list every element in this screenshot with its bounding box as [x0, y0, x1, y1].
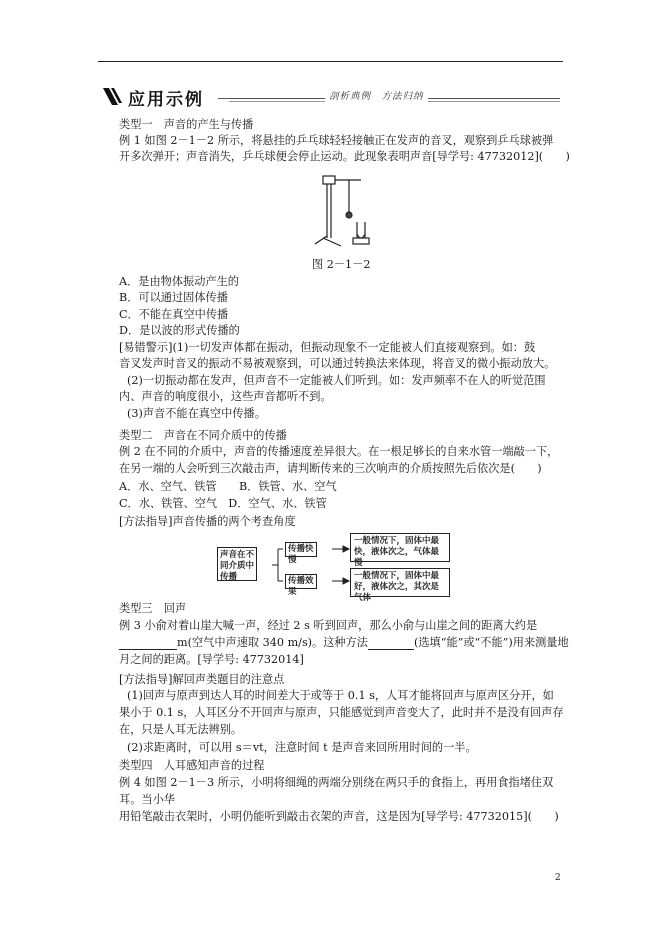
section-title: 应用示例 — [128, 90, 204, 110]
diagram-branch-speed: 传播快慢 — [285, 542, 317, 557]
warning-line5: (3)声音不能在真空中传播。 — [127, 407, 266, 420]
section-subtitle: 剖析典例 方法归纳 — [325, 88, 428, 102]
echo-note-line3: 在，只是人耳无法辨别。 — [119, 723, 243, 736]
answer-blank-distance[interactable] — [119, 638, 177, 650]
echo-note-line1: (1)回声与原声到达人耳的时间差大于或等于 0.1 s，人耳才能将回声与原声区分开，如 — [127, 689, 554, 702]
warning-line2: 音叉发声时音叉的振动不易被观察到，可以通过转换法来体现，将音叉的微小振动放大。 — [119, 357, 556, 370]
example2-options-ab: A．水、空气、铁管 B．铁管、水、空气 — [119, 480, 337, 493]
method-guide-2: [方法指导]解回声类题目的注意点 — [119, 673, 285, 686]
type4-heading: 类型四 人耳感知声音的过程 — [119, 759, 265, 772]
echo-note-line4: (2)求距离时，可以用 s＝vt，注意时间 t 是声音来回所用时间的一半。 — [127, 741, 477, 754]
type1-heading: 类型一 声音的产生与传播 — [119, 118, 254, 131]
diagram-leaf-speed: 一般情况下，固体中最快，液体次之，气体最慢 — [350, 533, 450, 562]
tuning-fork-figure — [305, 172, 385, 250]
warning-line4: 内、声音的响度很小，这些声音都听不到。 — [119, 390, 332, 403]
type2-heading: 类型二 声音在不同介质中的传播 — [119, 429, 287, 442]
example4-line1: 例 4 如图 2－1－3 所示，小明将细绳的两端分别绕在两只手的食指上，再用食指堵住双 — [119, 776, 554, 789]
warning-line1: [易错警示](1)一切发声体都在振动，但振动现象不一定能被人们直接观察到。如：鼓 — [119, 341, 536, 354]
diagram-branch-effect: 传播效果 — [285, 574, 317, 589]
figure-caption: 图 2－1－2 — [312, 258, 371, 271]
option-c: C．不能在真空中传播 — [119, 308, 229, 321]
example2-options-cd: C．水、铁管、空气 D．空气、水、铁管 — [119, 497, 327, 510]
section-header — [101, 84, 561, 110]
answer-blank-can[interactable] — [368, 638, 414, 650]
example2-line2: 在另一端的人会听到三次敲击声，请判断传来的三次响声的介质按照先后依次是( ) — [119, 462, 542, 475]
example4-line2: 耳。当小华 — [119, 793, 175, 806]
example4-line3: 用铅笔敲击衣架时，小明仍能听到敲击衣架的声音，这是因为[导学号: 47732015]( ) — [119, 810, 559, 823]
example1-line1: 例 1 如图 2－1－2 所示，将悬挂的乒乓球轻轻接触正在发声的音叉，观察到乒乓球被弹 — [119, 134, 554, 147]
method-guide-1: [方法指导]声音传播的两个考查角度 — [119, 515, 296, 528]
top-rule — [98, 61, 563, 62]
example3-line2: m(空气中声速取 340 m/s)。这种方法 (选填“能”或“不能”)用来测量地 — [119, 636, 569, 650]
example1-line2: 开多次弹开；声音消失，乒乓球便会停止运动。此现象表明声音[导学号: 47732012]( ) — [119, 150, 570, 163]
option-b: B．可以通过固体传播 — [119, 291, 228, 304]
example3-line3: 月之间的距离。[导学号: 47732014] — [119, 653, 304, 666]
option-d: D．是以波的形式传播的 — [119, 324, 240, 337]
slash-icon — [101, 85, 123, 107]
warning-line3: (2)一切振动都在发声，但声音不一定能被人们听到。如：发声频率不在人的听觉范围 — [127, 374, 546, 387]
example2-line1: 例 2 在不同的介质中，声音的传播速度差异很大。在一根足够长的自来水管一端敲一下， — [119, 445, 559, 458]
type3-heading: 类型三 回声 — [119, 602, 187, 615]
option-a: A．是由物体振动产生的 — [119, 275, 239, 288]
diagram-leaf-effect: 一般情况下，固体中最好，液体次之，其次是气体 — [350, 568, 450, 597]
echo-note-line2: 果小于 0.1 s，人耳区分不开回声与原声，只能感觉到声音变大了，此时并不是没有回声存 — [119, 706, 564, 719]
diagram-root-box: 声音在不同介质中传播 — [217, 547, 257, 581]
page-number: 2 — [555, 873, 561, 883]
example3-line1: 例 3 小俞对着山崖大喊一声，经过 2 s 听到回声，那么小俞与山崖之间的距离大约是 — [119, 619, 538, 632]
